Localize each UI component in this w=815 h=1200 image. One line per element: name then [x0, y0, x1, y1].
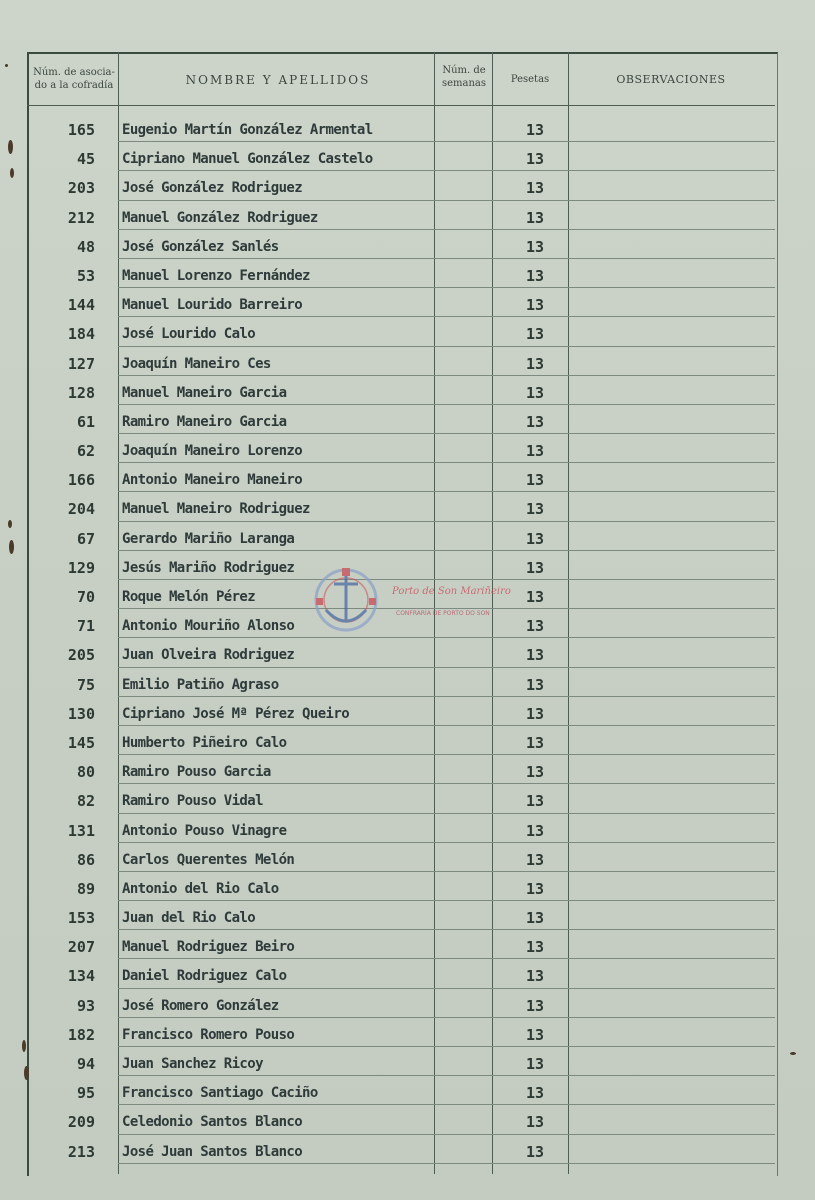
member-number: 89	[76, 879, 95, 898]
paper-speck	[8, 140, 13, 154]
member-number: 212	[67, 208, 95, 227]
table-row	[0, 1138, 815, 1167]
pesetas-value: 13	[525, 996, 545, 1015]
member-name: Manuel Lorenzo Fernández	[122, 267, 310, 284]
row-rule	[118, 813, 775, 814]
member-number: 165	[67, 121, 95, 139]
member-number: 48	[76, 237, 95, 256]
table-row	[0, 379, 815, 408]
pesetas-value: 13	[525, 296, 545, 315]
row-rule	[118, 696, 775, 697]
member-number: 127	[67, 354, 95, 373]
member-name: Antonio del Rio Calo	[122, 880, 279, 897]
row-rule	[118, 1163, 775, 1164]
pesetas-value: 13	[525, 763, 545, 782]
member-name: Emilio Patiño Agraso	[122, 676, 279, 693]
member-number: 75	[76, 675, 95, 694]
pesetas-value: 13	[525, 325, 545, 344]
row-rule	[118, 1046, 775, 1047]
table-row	[0, 787, 815, 816]
row-rule	[118, 462, 775, 463]
table-row	[0, 1021, 815, 1050]
table-row	[0, 116, 815, 145]
pesetas-value: 13	[525, 588, 545, 606]
header-name: NOMBRE Y APELLIDOS	[185, 73, 371, 87]
member-number: 131	[67, 821, 95, 840]
paper-speck	[24, 1066, 29, 1080]
member-name: Joaquín Maneiro Lorenzo	[122, 443, 303, 460]
member-name: Manuel Maneiro Rodriguez	[122, 501, 310, 518]
row-rule	[118, 433, 775, 434]
member-number: 70	[76, 588, 95, 606]
paper-speck	[22, 1040, 26, 1052]
member-name: Cipriano Manuel González Castelo	[122, 151, 373, 168]
member-name: Ramiro Maneiro Garcia	[122, 413, 287, 430]
anchor-seal-icon	[312, 560, 392, 640]
pesetas-value: 13	[525, 617, 545, 636]
member-name: Eugenio Martín González Armental	[122, 122, 373, 138]
member-name: José Romero González	[122, 997, 279, 1014]
pesetas-value: 13	[525, 208, 545, 227]
member-name: Antonio Pouso Vinagre	[122, 822, 287, 839]
row-rule	[118, 958, 775, 959]
table-row	[0, 992, 815, 1021]
pesetas-value: 13	[525, 412, 545, 431]
member-list	[0, 116, 815, 1167]
row-rule	[118, 754, 775, 755]
header-weeks: Núm. de semanas	[441, 65, 487, 89]
member-number: 182	[67, 1025, 95, 1044]
pesetas-value: 13	[525, 792, 545, 811]
member-number: 134	[67, 967, 95, 986]
pesetas-value: 13	[525, 529, 545, 548]
row-rule	[118, 258, 775, 259]
table-row	[0, 700, 815, 729]
member-number: 67	[76, 529, 95, 548]
row-rule	[118, 929, 775, 930]
paper-speck	[5, 64, 8, 67]
table-row	[0, 291, 815, 320]
row-rule	[118, 783, 775, 784]
member-number: 128	[67, 383, 95, 402]
member-name: Juan Sanchez Ricoy	[122, 1056, 263, 1072]
stamp-subtitle: CONFRARÍA DE PORTO DO SON	[396, 610, 490, 617]
member-name: Joaquín Maneiro Ces	[122, 355, 271, 372]
member-name: José Lourido Calo	[122, 326, 256, 343]
member-name: Francisco Romero Pouso	[122, 1026, 295, 1043]
pesetas-value: 13	[525, 150, 545, 169]
pesetas-value: 13	[525, 1055, 545, 1073]
row-rule	[118, 375, 775, 376]
member-number: 145	[67, 733, 95, 752]
member-name: Ramiro Pouso Vidal	[122, 793, 263, 810]
member-name: Celedonio Santos Blanco	[122, 1114, 303, 1131]
row-rule	[118, 287, 775, 288]
confraria-stamp	[312, 560, 511, 640]
row-rule	[118, 491, 775, 492]
header-num: Núm. de asocia-do a la cofradía	[33, 67, 115, 91]
member-number: 61	[76, 412, 95, 431]
table-row	[0, 320, 815, 349]
member-number: 203	[67, 179, 95, 198]
row-rule	[118, 521, 775, 522]
table-row	[0, 729, 815, 758]
member-name: Humberto Piñeiro Calo	[122, 734, 287, 751]
member-name: Jesús Mariño Rodriguez	[122, 559, 295, 576]
table-row	[0, 262, 815, 291]
table-row	[0, 466, 815, 495]
member-name: Antonio Mouriño Alonso	[122, 618, 295, 635]
table-row	[0, 145, 815, 174]
pesetas-value: 13	[525, 909, 545, 928]
member-number: 153	[67, 909, 95, 928]
member-number: 53	[76, 266, 95, 285]
pesetas-value: 13	[525, 471, 545, 490]
member-name: Manuel Rodriguez Beiro	[122, 939, 295, 956]
table-row	[0, 204, 815, 233]
table-row	[0, 495, 815, 524]
member-number: 129	[67, 558, 95, 577]
member-name: Carlos Querentes Melón	[122, 851, 295, 868]
row-rule	[118, 667, 775, 668]
paper-speck	[10, 168, 14, 178]
row-rule	[118, 141, 775, 142]
pesetas-value: 13	[525, 500, 545, 519]
pesetas-value: 13	[525, 646, 545, 665]
table-row	[0, 1079, 815, 1108]
row-rule	[118, 988, 775, 989]
pesetas-value: 13	[525, 675, 545, 694]
member-name: Manuel González Rodriguez	[122, 209, 318, 226]
pesetas-value: 13	[525, 879, 545, 898]
row-rule	[118, 404, 775, 405]
member-number: 166	[67, 471, 95, 490]
pesetas-value: 13	[525, 967, 545, 986]
table-row	[0, 817, 815, 846]
member-name: Daniel Rodriguez Calo	[122, 968, 287, 985]
table-row	[0, 933, 815, 962]
row-rule	[118, 725, 775, 726]
member-name: Ramiro Pouso Garcia	[122, 764, 271, 781]
table-row	[0, 846, 815, 875]
pesetas-value: 13	[525, 704, 545, 723]
member-name: José González Rodriguez	[122, 180, 303, 197]
member-name: José Juan Santos Blanco	[122, 1143, 303, 1160]
member-number: 204	[67, 500, 95, 519]
member-number: 95	[76, 1084, 95, 1103]
table-row	[0, 875, 815, 904]
paper-speck	[8, 520, 12, 528]
pesetas-value: 13	[525, 383, 545, 402]
member-number: 93	[76, 996, 95, 1015]
row-rule	[118, 871, 775, 872]
pesetas-value: 13	[525, 442, 545, 461]
stamp-title: Porto de Son Mariñeiro	[392, 586, 511, 597]
member-name: Cipriano José Mª Pérez Queiro	[122, 705, 350, 722]
member-number: 205	[67, 646, 95, 665]
member-number: 82	[76, 792, 95, 811]
row-rule	[118, 842, 775, 843]
member-number: 184	[67, 325, 95, 344]
row-rule	[118, 316, 775, 317]
table-row	[0, 904, 815, 933]
row-rule	[118, 1075, 775, 1076]
member-number: 213	[67, 1142, 95, 1161]
member-number: 86	[76, 850, 95, 869]
member-name: Manuel Maneiro Garcia	[122, 384, 287, 401]
header-divider	[27, 105, 775, 106]
member-name: Juan Olveira Rodriguez	[122, 647, 295, 664]
member-number: 71	[76, 617, 95, 636]
table-row	[0, 525, 815, 554]
row-rule	[118, 170, 775, 171]
table-row	[0, 1108, 815, 1137]
table-row	[0, 233, 815, 262]
member-number: 62	[76, 442, 95, 461]
pesetas-value: 13	[525, 1025, 545, 1044]
row-rule	[118, 900, 775, 901]
member-number: 130	[67, 704, 95, 723]
paper-speck	[9, 540, 14, 554]
header-observations: OBSERVACIONES	[616, 73, 726, 86]
member-number: 144	[67, 296, 95, 315]
pesetas-value: 13	[525, 121, 545, 139]
row-rule	[118, 200, 775, 201]
pesetas-value: 13	[525, 558, 545, 577]
row-rule	[118, 1134, 775, 1135]
table-row	[0, 437, 815, 466]
member-name: Roque Melón Pérez	[122, 589, 256, 605]
pesetas-value: 13	[525, 237, 545, 256]
pesetas-value: 13	[525, 821, 545, 840]
table-row	[0, 1050, 815, 1079]
header-pesetas: Pesetas	[510, 74, 550, 85]
table-row	[0, 758, 815, 787]
pesetas-value: 13	[525, 266, 545, 285]
pesetas-value: 13	[525, 179, 545, 198]
member-number: 80	[76, 763, 95, 782]
table-row	[0, 350, 815, 379]
row-rule	[118, 1017, 775, 1018]
member-number: 209	[67, 1113, 95, 1132]
table-row	[0, 641, 815, 670]
member-name: Gerardo Mariño Laranga	[122, 530, 295, 547]
pesetas-value: 13	[525, 1113, 545, 1132]
member-name: Manuel Lourido Barreiro	[122, 297, 303, 314]
row-rule	[118, 1104, 775, 1105]
table-row	[0, 962, 815, 991]
member-number: 94	[76, 1055, 95, 1073]
member-name: José González Sanlés	[122, 238, 279, 255]
member-number: 207	[67, 938, 95, 957]
table-row	[0, 671, 815, 700]
pesetas-value: 13	[525, 1142, 545, 1161]
pesetas-value: 13	[525, 1084, 545, 1103]
member-name: Francisco Santiago Caciño	[122, 1085, 318, 1102]
pesetas-value: 13	[525, 938, 545, 957]
member-number: 45	[76, 150, 95, 169]
pesetas-value: 13	[525, 850, 545, 869]
row-rule	[118, 229, 775, 230]
pesetas-value: 13	[525, 733, 545, 752]
pesetas-value: 13	[525, 354, 545, 373]
member-name: Antonio Maneiro Maneiro	[122, 472, 303, 489]
row-rule	[118, 346, 775, 347]
table-row	[0, 174, 815, 203]
table-row	[0, 408, 815, 437]
member-name: Juan del Rio Calo	[122, 910, 256, 927]
row-rule	[118, 550, 775, 551]
paper-speck	[790, 1052, 796, 1055]
